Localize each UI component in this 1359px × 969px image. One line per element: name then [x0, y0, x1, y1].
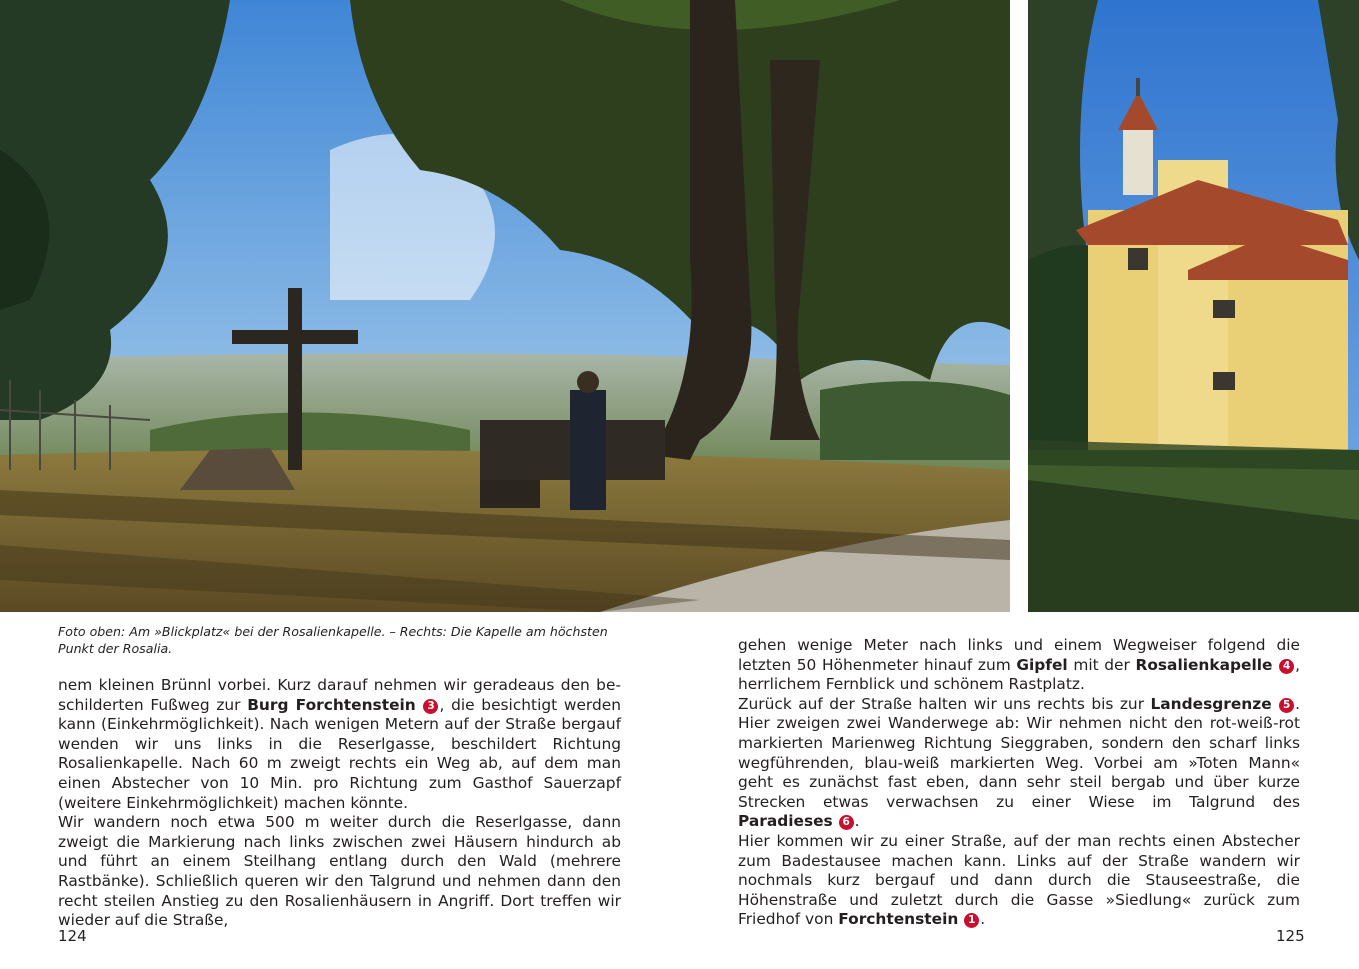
- paragraph: [738, 695, 1300, 832]
- text-run: gehen wenige Meter nach links und einem Wegweiser folgend die letzten 50 Höhenmeter hinauf zum: [738, 636, 1300, 674]
- route-marker: 3: [423, 699, 438, 714]
- photo-rosalienkapelle: [1028, 0, 1359, 612]
- photo-blickplatz: [0, 0, 1010, 612]
- place-name: Burg Forchtenstein: [247, 695, 416, 714]
- text-run: .: [854, 812, 860, 831]
- paragraph: [738, 832, 1300, 930]
- text-run: Zurück auf der Straße halten wir uns rechts bis zur: [738, 694, 1151, 713]
- text-run: . Hier zweigen zwei Wanderwege ab: Wir nehmen nicht den rot-weiß-rot markierten Marienweg Richtung Sieggraben, sondern den scharf links wegführenden, blau-weiß markierten Weg. Vorbei am »Toten Mann« geht es zunächst fast eben, dann sehr steil bergab und über kurze Strecken etwas verwachsen zu einer Wiese im Talgrund des: [738, 694, 1300, 811]
- paragraph: Wir wandern noch etwa 500 m weiter durch die Reserlgasse, dann zweigt die Markierung nach links zwischen zwei Häusern hindurch ab und führt an einem Steilhang entlang durch den Wald (mehrere Rastbänke). Schließlich queren wir den Talgrund und nehmen dann den recht steilen Anstieg zu den Rosalienhäusern in Angriff. Dort treffen wir wieder auf die Straße,: [58, 813, 621, 930]
- page-number-left: 124: [58, 927, 87, 945]
- text-run: Hier kommen wir zu einer Straße, auf der man rechts einen Abstecher zum Badestausee machen kann. Links auf der Straße wandern wir nochmals kurz bergauf und dann durch die Stauseestraße, die Höhenstraße und zuletzt durch die Gasse »Siedlung« zurück zum Friedhof von: [738, 831, 1300, 929]
- place-name: Landesgrenze: [1150, 694, 1272, 713]
- route-marker: 5: [1279, 698, 1294, 713]
- text-run: , die besichtigt werden kann (Einkehrmöglichkeit). Nach wenigen Metern auf der Straße bergauf wenden wir uns links in die Reserlgasse, beschildert Richtung Rosalienkapelle. Nach 60 m zweigt rechts ein Weg ab, auf dem man einen Abstecher von 10 Min. pro Richtung zum Gasthof Sauerzapf (weitere Einkehrmöglichkeit) machen könnte.: [58, 695, 621, 812]
- left-page-text: [58, 676, 621, 931]
- place-name: Gipfel: [1016, 655, 1068, 674]
- right-page-text: [738, 636, 1300, 930]
- route-marker: 4: [1279, 659, 1294, 674]
- text-run: , herrlichem Fernblick und schönem Rastplatz.: [738, 655, 1300, 694]
- place-name: Paradieses: [738, 812, 833, 831]
- page-number-right: 125: [1276, 927, 1305, 945]
- caption-line-1: Foto oben: Am »Blickplatz« bei der Rosalienkapelle. – Rechts: Die Kapelle am höchsten: [58, 624, 608, 639]
- text-run: nem kleinen Brünnl vorbei. Kurz darauf nehmen wir geradeaus den beschilderten Fußweg zur: [58, 676, 621, 714]
- caption-line-2: Punkt der Rosalia.: [58, 641, 173, 656]
- place-name: Rosalienkapelle: [1135, 655, 1273, 674]
- text-run: .: [980, 910, 986, 929]
- paragraph: [58, 676, 621, 813]
- route-marker: 6: [839, 815, 854, 830]
- route-marker: 1: [964, 913, 979, 928]
- text-run: mit der: [1067, 655, 1136, 674]
- photo-caption: [58, 623, 638, 657]
- place-name: Forchtenstein: [838, 910, 959, 929]
- paragraph: [738, 636, 1300, 695]
